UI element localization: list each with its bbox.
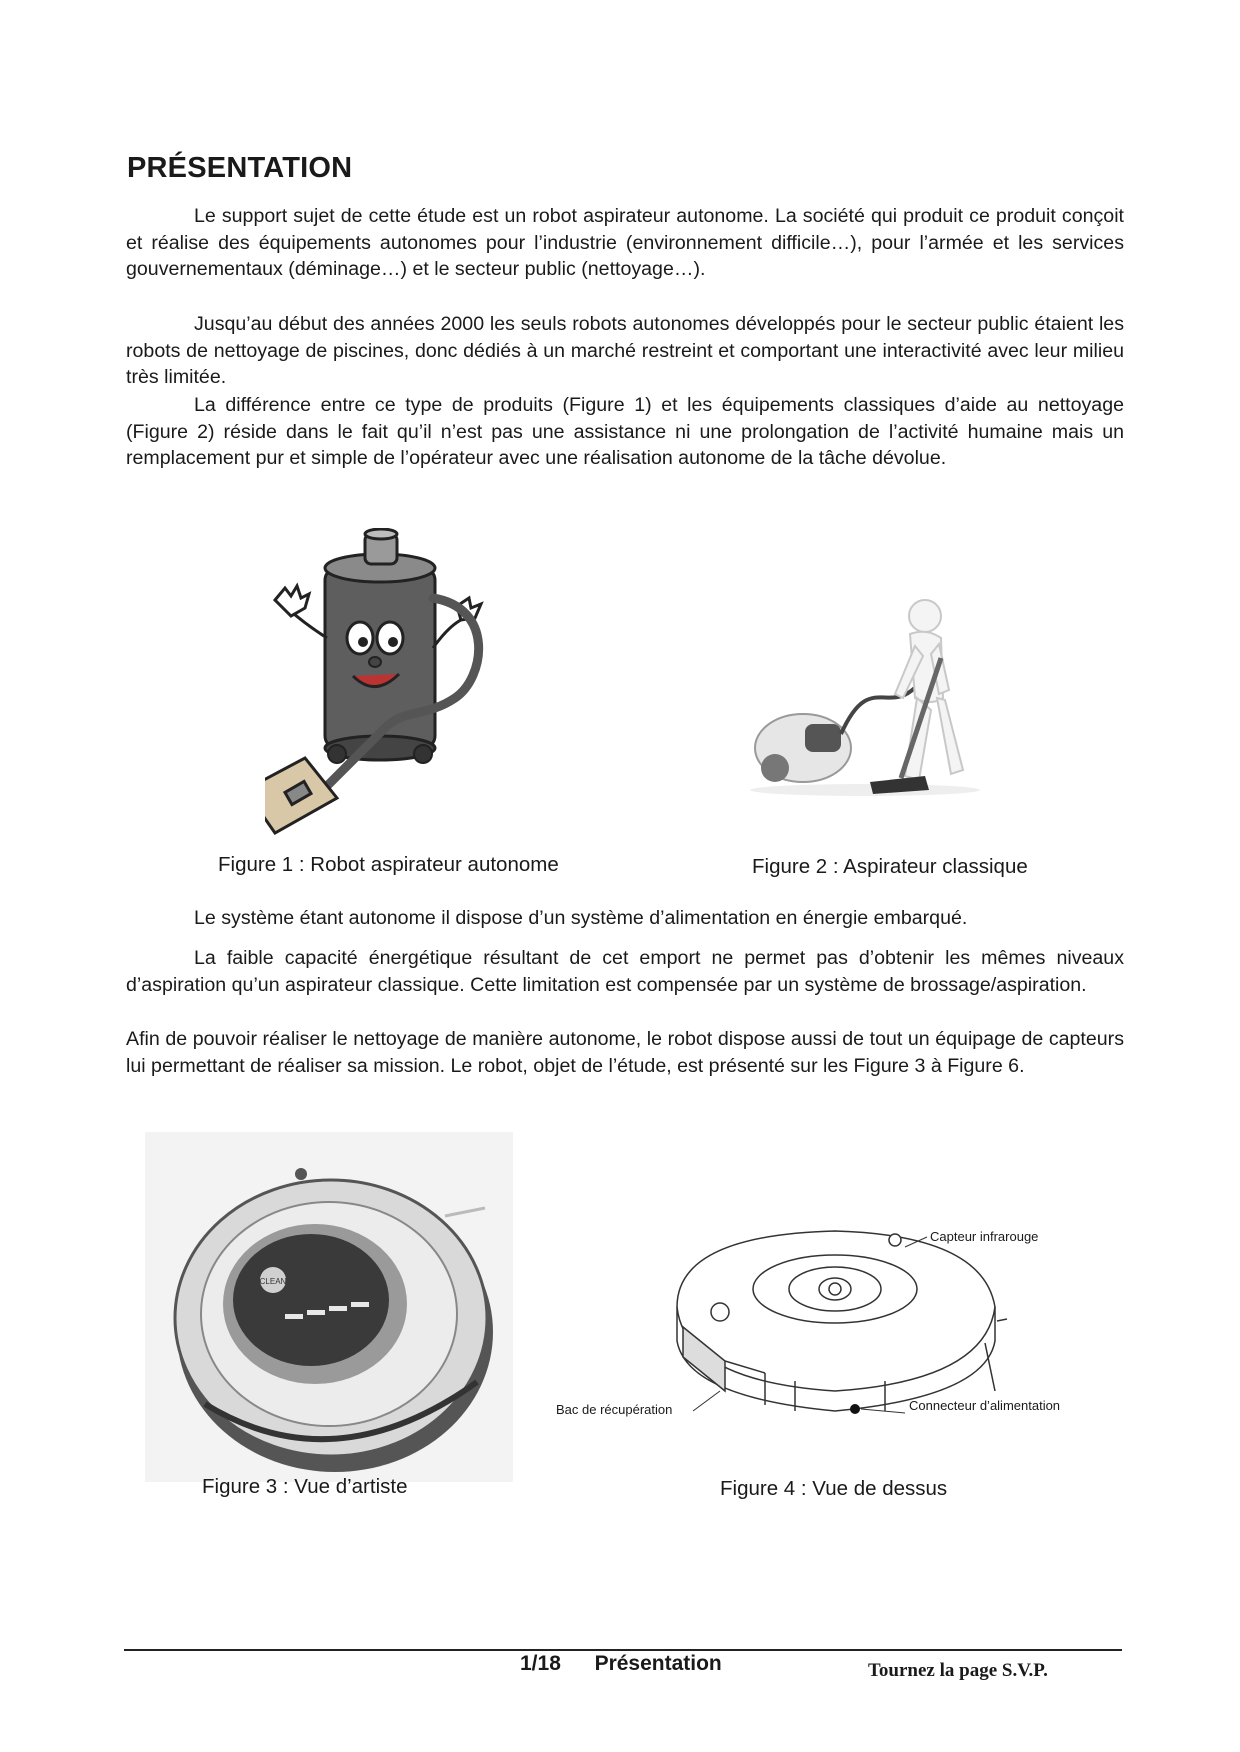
figure-1-caption: Figure 1 : Robot aspirateur autonome [218, 853, 559, 876]
paragraph-intro: Le support sujet de cette étude est un robot aspirateur autonome. La société qui produit ce produit conçoit et réalise des équipements autonomes pour l’industrie (environnement difficile…), pour l’armée et les services gouvernementaux (déminage…) et le secteur public (nettoyage…). [126, 205, 1124, 280]
figure-1-cartoon-vacuum [265, 528, 505, 848]
paragraph-capacity: La faible capacité énergétique résultant de cet emport ne permet pas d’obtenir les mêmes niveaux d’aspiration qu’un aspirateur classique. Cette limitation est compensée par un système de brossage/aspiration. [126, 947, 1124, 996]
footer-divider [124, 1649, 1122, 1651]
callout-power-connector: Connecteur d’alimentation [909, 1398, 1061, 1413]
footer-turn-page: Tournez la page S.V.P. [868, 1660, 1048, 1681]
callout-ir-sensor: Capteur infrarouge [930, 1229, 1039, 1244]
footer-page-info [520, 1652, 722, 1676]
paragraph-history: Jusqu’au début des années 2000 les seuls robots autonomes développés pour le secteur public étaient les robots de nettoyage de piscines, donc dédiés à un marché restreint et comportant une interactivité avec leur milieu très limitée. [126, 313, 1124, 388]
figure-2-caption: Figure 2 : Aspirateur classique [752, 855, 1028, 878]
paragraph-sensors: Afin de pouvoir réaliser le nettoyage de manière autonome, le robot dispose aussi de tout un équipage de capteurs lui permettant de réaliser sa mission. Le robot, objet de l’étude, est présenté sur les Figure 3 à Figure 6. [126, 1028, 1124, 1077]
power-connector-icon [850, 1404, 860, 1414]
paragraph-energy: Le système étant autonome il dispose d’un système d’alimentation en énergie embarqué. [194, 907, 968, 929]
footer-page-number: 1/18 [520, 1652, 561, 1675]
cartoon-vacuum-brush [265, 758, 337, 833]
paragraph-difference: La différence entre ce type de produits (Figure 1) et les équipements classiques d’aide au nettoyage (Figure 2) réside dans le fait qu’il n’est pas une assistance ni une prolongation de l’activité humaine mais un remplacement pur et simple de l’opérateur avec une réalisation autonome de la tâche dévolue. [126, 394, 1124, 469]
figure-3-artist-view [145, 1132, 513, 1482]
figure-3-caption: Figure 3 : Vue d’artiste [202, 1475, 408, 1498]
figure-4-caption: Figure 4 : Vue de dessus [720, 1477, 948, 1500]
robot-logo: CLEAN [259, 1277, 287, 1286]
vacuum-canister [755, 714, 851, 782]
footer-section: Présentation [594, 1652, 722, 1675]
figure-2-classic-vacuum [745, 598, 990, 798]
page-title: PRÉSENTATION [127, 152, 353, 184]
callout-dust-bin: Bac de récupération [556, 1402, 673, 1417]
